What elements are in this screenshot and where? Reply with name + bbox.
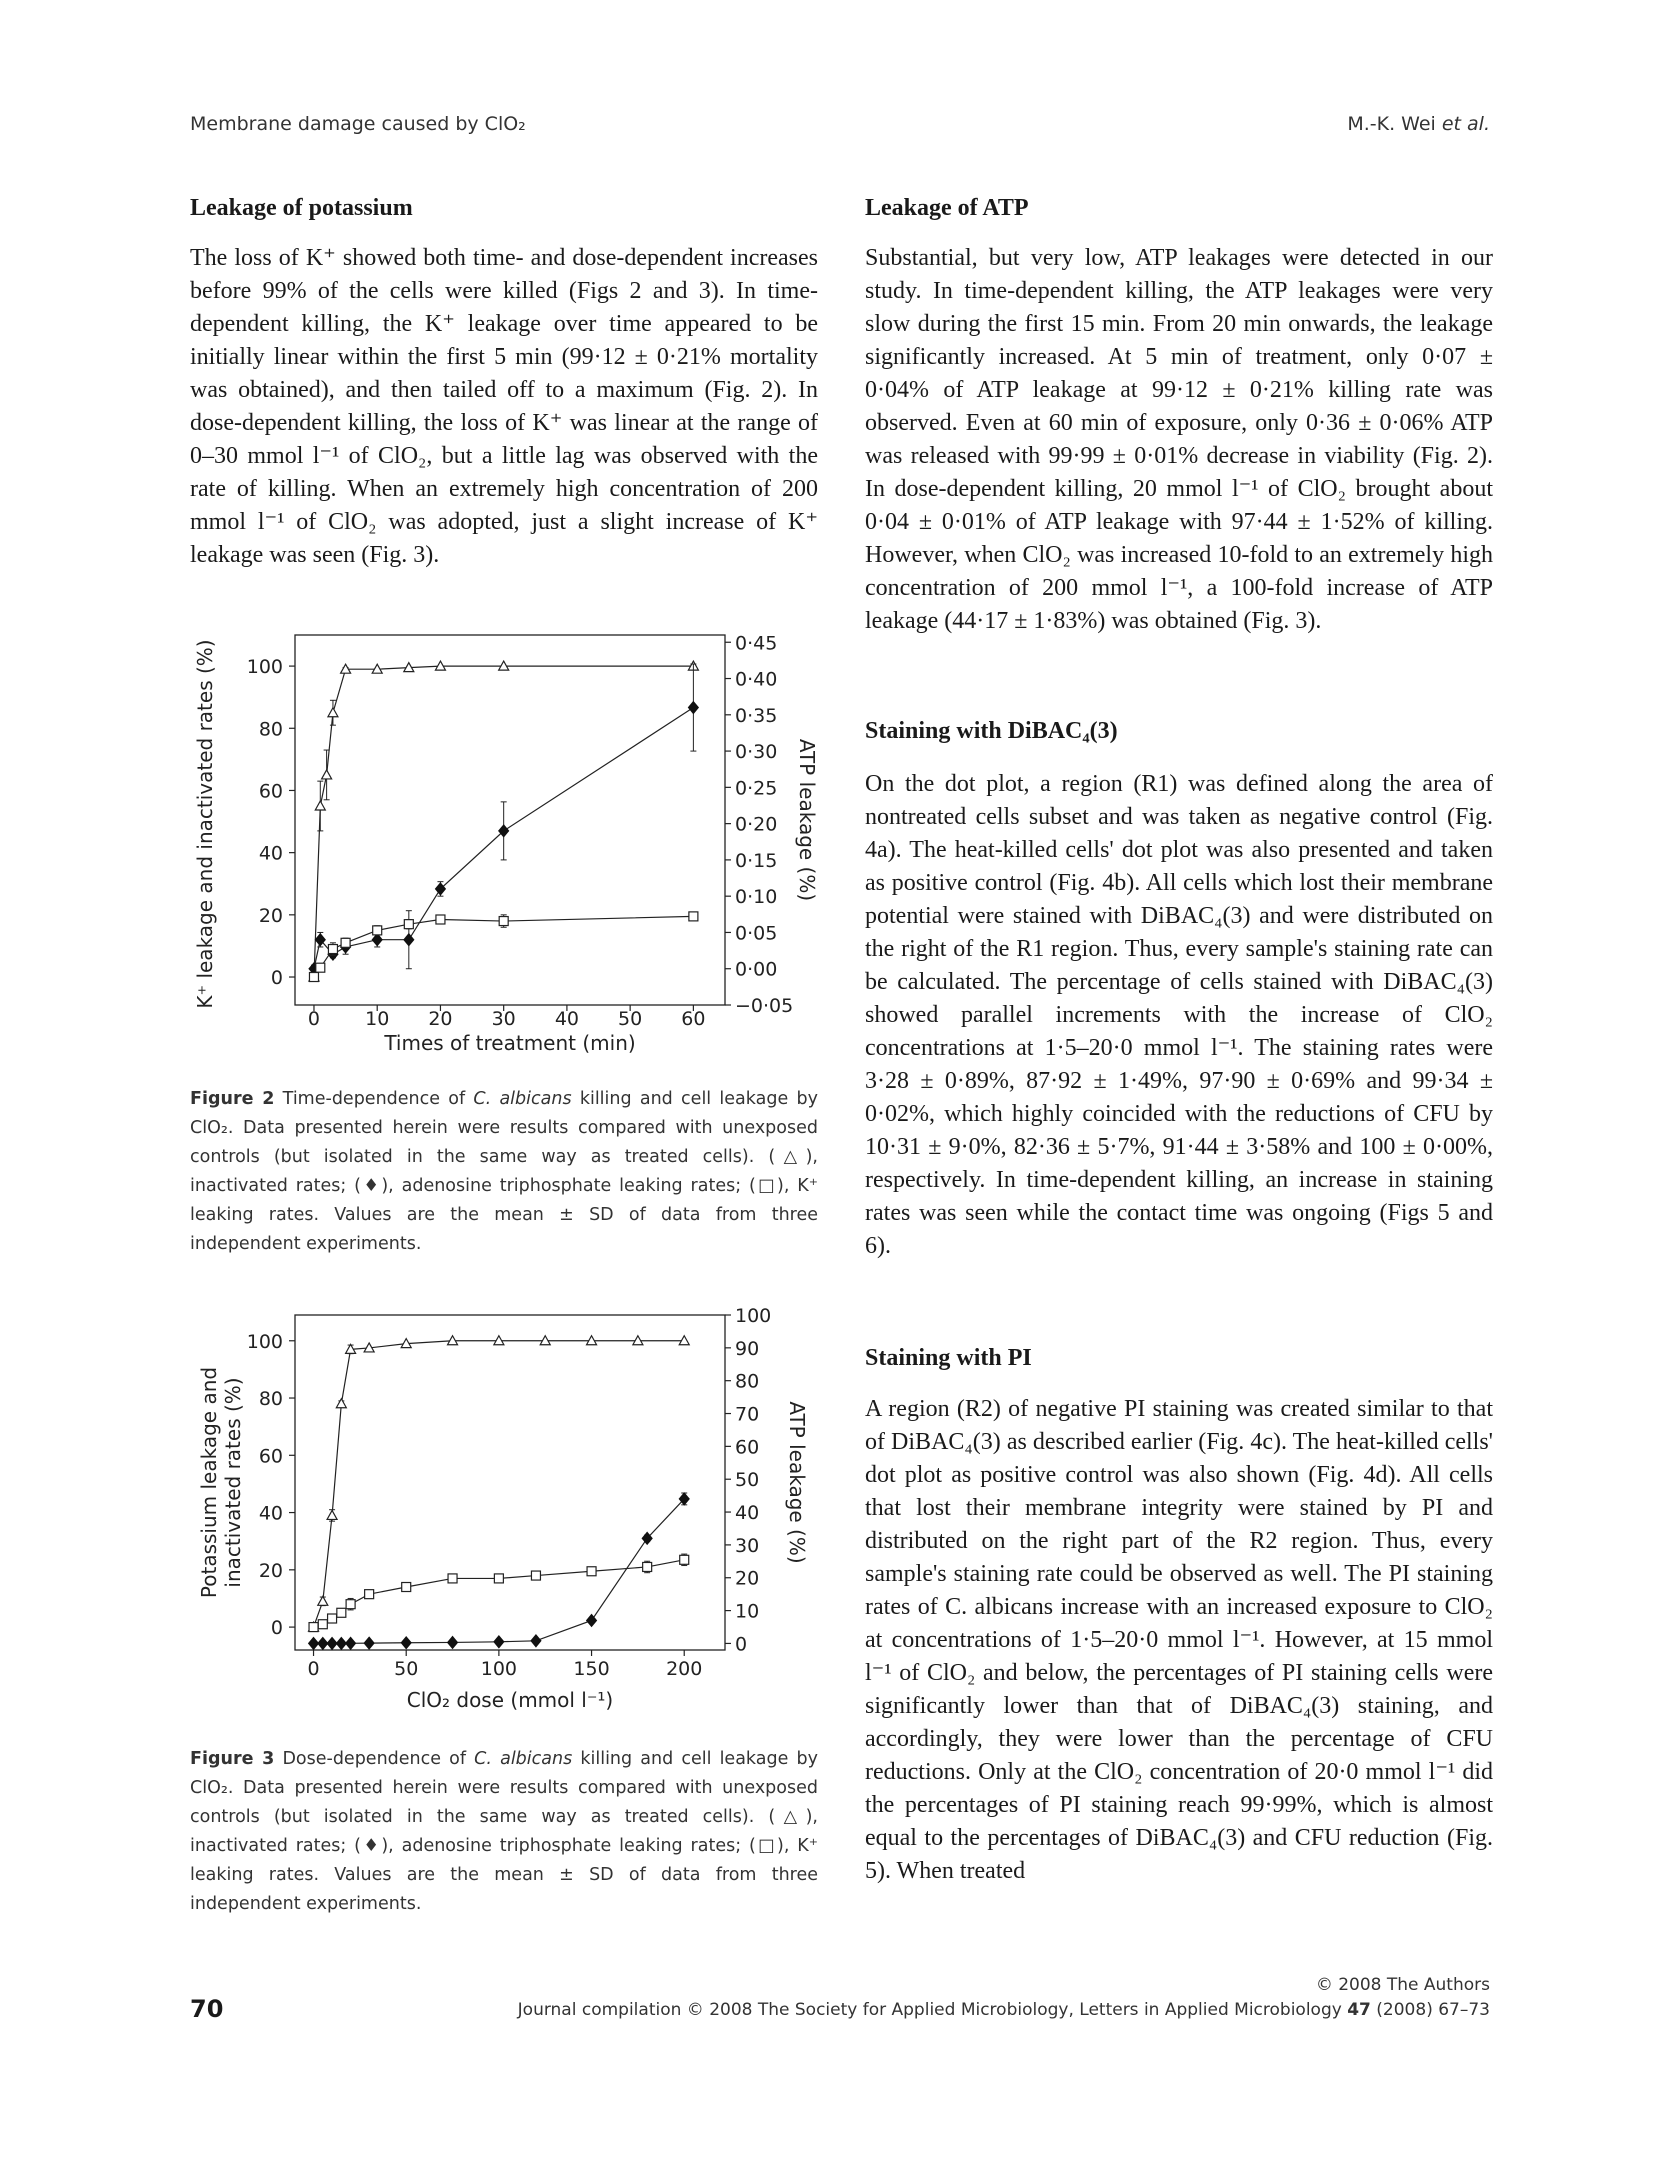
- y-tick-label: 0: [270, 1617, 283, 1640]
- marker-square: [365, 1590, 374, 1599]
- marker-diamond: [327, 1637, 337, 1649]
- y2-tick-label: 50: [735, 1469, 760, 1492]
- marker-square: [346, 1600, 355, 1609]
- marker-triangle: [336, 1399, 346, 1408]
- series-line-triangle: [314, 1341, 685, 1627]
- marker-diamond: [364, 1637, 374, 1649]
- marker-diamond: [404, 934, 414, 946]
- marker-square: [373, 926, 382, 935]
- y2-axis-label: ATP leakage (%): [795, 738, 819, 902]
- x-tick-label: 150: [573, 1658, 610, 1680]
- y2-tick-label: 0·30: [735, 741, 778, 764]
- y2-tick-label: 0·35: [735, 704, 778, 727]
- marker-diamond: [346, 1637, 356, 1649]
- y-axis-label: inactivated rates (%): [221, 1377, 245, 1588]
- figure-2-label: Figure 2: [190, 1089, 275, 1109]
- marker-diamond: [494, 1636, 504, 1648]
- footer-copyright: © 2008 The Authors: [1315, 1975, 1490, 1995]
- y-tick-label: 100: [246, 656, 283, 679]
- marker-square: [337, 1608, 346, 1617]
- y2-tick-label: 0·40: [735, 668, 778, 691]
- y2-tick-label: −0·05: [735, 995, 794, 1017]
- series-line-diamond: [314, 1499, 685, 1644]
- paragraph-dibac: On the dot plot, a region (R1) was defined along the area of nontreated cells subset and was taken as negative control (Fig. 4a). The heat-killed cells' dot plot was also presented and taken as positive control (Fig. 4b). All cells which lost their membrane potential were stained with DiBAC₄(3) and were distributed on the right of the R1 region. Thus, every sample's staining rate can be calculated. The percentage of cells stained with DiBAC₄(3) showed parallel increments with the increase of ClO₂ concentrations at 1·5–20·0 mmol l⁻¹. The staining rates were 3·28 ± 0·89%, 87·92 ± 1·49%, 97·90 ± 0·69% and 99·34 ± 0·02%, which highly coincided with the reductions of CFU by 10·31 ± 9·0%, 82·36 ± 5·7%, 91·44 ± 3·58% and 100 ± 0·00%, respectively. In time-dependent killing, an increase in staining rates was seen while the contact time was ongoing (Figs 5 and 6).: [865, 771, 1493, 1259]
- x-tick-label: 0: [307, 1008, 321, 1030]
- y-tick-label: 20: [258, 904, 283, 927]
- y-axis-label: Potassium leakage and: [197, 1366, 221, 1599]
- marker-diamond: [336, 1637, 346, 1649]
- y-tick-label: 80: [258, 1388, 283, 1411]
- section-title-dibac: Staining with DiBAC₄(3): [865, 718, 1118, 744]
- figure-3-label: Figure 3: [190, 1749, 275, 1769]
- marker-square: [309, 1623, 318, 1632]
- x-tick-label: 50: [618, 1008, 643, 1030]
- y2-tick-label: 80: [735, 1370, 760, 1393]
- marker-triangle: [315, 801, 325, 810]
- x-tick-label: 100: [480, 1658, 518, 1680]
- y-tick-label: 40: [258, 1502, 283, 1525]
- marker-square: [404, 920, 413, 929]
- paragraph-potassium: The loss of K⁺ showed both time- and dose-dependent increases before 99% of the cells were killed (Figs 2 and 3). In time-dependent killing, the K⁺ leakage over time appeared to be initially linear within the first 5 min (99·12 ± 0·21% mortality was obtained), and then tailed off to a maximum (Fig. 2). In dose-dependent killing, the loss of K⁺ was linear at the range of 0–30 mmol l⁻¹ of ClO₂, but a little lag was observed with the rate of killing. When an extremely high concentration of 200 mmol l⁻¹ of ClO₂ was adopted, just a slight increase of K⁺ leakage was seen (Fig. 3).: [190, 245, 818, 568]
- y2-tick-label: 70: [735, 1403, 760, 1426]
- x-tick-label: 50: [394, 1658, 419, 1680]
- y2-tick-label: 30: [735, 1534, 760, 1557]
- x-tick-label: 30: [491, 1008, 516, 1030]
- x-axis-label: ClO₂ dose (mmol l⁻¹): [406, 1688, 614, 1712]
- marker-square: [436, 915, 445, 924]
- y-tick-label: 100: [246, 1330, 283, 1353]
- running-header-right: [1347, 113, 1490, 135]
- footer-journal: Journal compilation © 2008 The Society for Applied Microbiology, Letters in Applied Microbiology 47 (2008) 67–73: [517, 2000, 1490, 2020]
- paragraph-atp: Substantial, but very low, ATP leakages were detected in our study. In time-dependent killing, the ATP leakages were very slow during the first 15 min. From 20 min onwards, the leakage significantly increased. At 5 min of treatment, only 0·07 ± 0·04% of ATP leakage at 99·12 ± 0·21% killing rate was observed. Even at 60 min of exposure, only 0·36 ± 0·06% ATP was released with 99·99 ± 0·01% decrease in viability (Fig. 2). In dose-dependent killing, 20 mmol l⁻¹ of ClO₂ brought about 0·04 ± 0·01% of ATP leakage with 97·44 ± 1·52% of killing. However, when ClO₂ was increased 10-fold to an extremely high concentration of 200 mmol l⁻¹, a 100-fold increase of ATP leakage (44·17 ± 1·83%) was obtained (Fig. 3).: [865, 245, 1493, 634]
- figure-2-chart: [190, 615, 830, 1070]
- y-tick-label: 80: [258, 718, 283, 741]
- marker-square: [643, 1562, 652, 1571]
- marker-square: [328, 945, 337, 954]
- y2-tick-label: 0·15: [735, 849, 778, 872]
- x-tick-label: 60: [681, 1008, 706, 1030]
- y-axis-label: K⁺ leakage and inactivated rates (%): [193, 639, 217, 1009]
- figure-3-caption: Figure 3 Dose-dependence of C. albicans killing and cell leakage by ClO₂. Data presented herein were results compared with unexposed controls (but isolated in the same way as treated cells). (△), inactivated rates; (♦), adenosine triphosphate leaking rates; (□), K⁺ leaking rates. Values are the mean ± SD of data from three independent experiments.: [190, 1749, 818, 1914]
- running-header-left: Membrane damage caused by ClO₂: [190, 113, 526, 135]
- marker-square: [499, 917, 508, 926]
- x-tick-label: 40: [554, 1008, 580, 1030]
- y2-tick-label: 0·20: [735, 813, 778, 836]
- y2-tick-label: 10: [735, 1600, 760, 1623]
- marker-triangle: [328, 708, 338, 717]
- page-number: 70: [190, 1995, 224, 2023]
- marker-diamond: [401, 1637, 411, 1649]
- marker-diamond: [435, 883, 445, 895]
- marker-triangle: [322, 770, 332, 779]
- figure-2-caption: Figure 2 Time-dependence of C. albicans killing and cell leakage by ClO₂. Data presented herein were results compared with unexposed controls (but isolated in the same way as treated cells). (△), inactivated rates; (♦), adenosine triphosphate leaking rates; (□), K⁺ leaking rates. Values are the mean ± SD of data from three independent experiments.: [190, 1089, 818, 1254]
- y2-axis-label: ATP leakage (%): [785, 1401, 809, 1564]
- marker-diamond: [448, 1636, 458, 1648]
- x-tick-label: 0: [307, 1658, 320, 1680]
- y2-tick-label: 40: [735, 1502, 760, 1525]
- y2-tick-label: 0·45: [735, 632, 778, 655]
- x-tick-label: 200: [666, 1658, 703, 1680]
- y-tick-label: 0: [270, 967, 283, 990]
- y2-tick-label: 60: [735, 1436, 760, 1459]
- marker-diamond: [309, 1637, 319, 1649]
- marker-square: [448, 1574, 457, 1583]
- marker-square: [341, 938, 350, 947]
- marker-square: [494, 1574, 503, 1583]
- y2-tick-label: 0·05: [735, 922, 778, 945]
- marker-square: [680, 1555, 689, 1564]
- author-name: M.-K. Wei: [1347, 113, 1436, 135]
- y2-tick-label: 90: [735, 1337, 760, 1360]
- y-tick-label: 60: [258, 1445, 283, 1468]
- paragraph-pi: A region (R2) of negative PI staining was created similar to that of DiBAC₄(3) as described earlier (Fig. 4c). The heat-killed cells' dot plot as positive control was also shown (Fig. 4d). All cells that lost their membrane integrity were stained by PI and distributed on the right part of the R2 region. Thus, every sample's staining rate could be observed as well. The PI staining rates of C. albicans increase with an increased exposure to ClO₂ at concentrations of 1·5–20·0 mmol l⁻¹. However, at 15 mmol l⁻¹ of ClO₂ and below, the percentages of PI staining cells were significantly lower than that of DiBAC₄(3) staining, and accordingly, they were lower than the percentage of CFU reductions. Only at the ClO₂ concentration of 20·0 mmol l⁻¹ did the percentages of PI staining reach 99·99%, which is almost equal to the percentages of DiBAC₄(3) and CFU reduction (Fig. 5). When treated: [865, 1396, 1493, 1884]
- marker-square: [328, 1614, 337, 1623]
- y2-tick-label: 0·10: [735, 886, 778, 909]
- x-tick-label: 20: [428, 1008, 453, 1030]
- marker-square: [318, 1620, 327, 1629]
- x-tick-label: 10: [365, 1008, 390, 1030]
- y-tick-label: 20: [258, 1559, 283, 1582]
- y-tick-label: 40: [258, 842, 283, 865]
- y-tick-label: 60: [258, 780, 283, 803]
- section-title-pi: Staining with PI: [865, 1345, 1032, 1371]
- author-etal: et al.: [1441, 113, 1490, 135]
- marker-diamond: [531, 1635, 541, 1647]
- marker-triangle: [327, 1510, 337, 1519]
- plot-frame: [295, 635, 725, 1005]
- figure-3-chart: [190, 1295, 830, 1725]
- marker-diamond: [318, 1637, 328, 1649]
- y2-tick-label: 0·25: [735, 777, 778, 800]
- marker-square: [689, 912, 698, 921]
- y2-tick-label: 0·00: [735, 958, 778, 981]
- y2-tick-label: 0: [735, 1633, 748, 1656]
- marker-square: [402, 1583, 411, 1592]
- y2-tick-label: 100: [735, 1305, 772, 1327]
- x-axis-label: Times of treatment (min): [384, 1031, 636, 1055]
- section-title-atp: Leakage of ATP: [865, 195, 1029, 221]
- section-title-potassium: Leakage of potassium: [190, 195, 413, 221]
- y2-tick-label: 20: [735, 1567, 760, 1590]
- marker-triangle: [318, 1596, 328, 1605]
- marker-diamond: [688, 702, 698, 714]
- marker-square: [587, 1567, 596, 1576]
- marker-square: [309, 973, 318, 982]
- marker-diamond: [499, 825, 509, 837]
- marker-square: [316, 963, 325, 972]
- marker-square: [531, 1571, 540, 1580]
